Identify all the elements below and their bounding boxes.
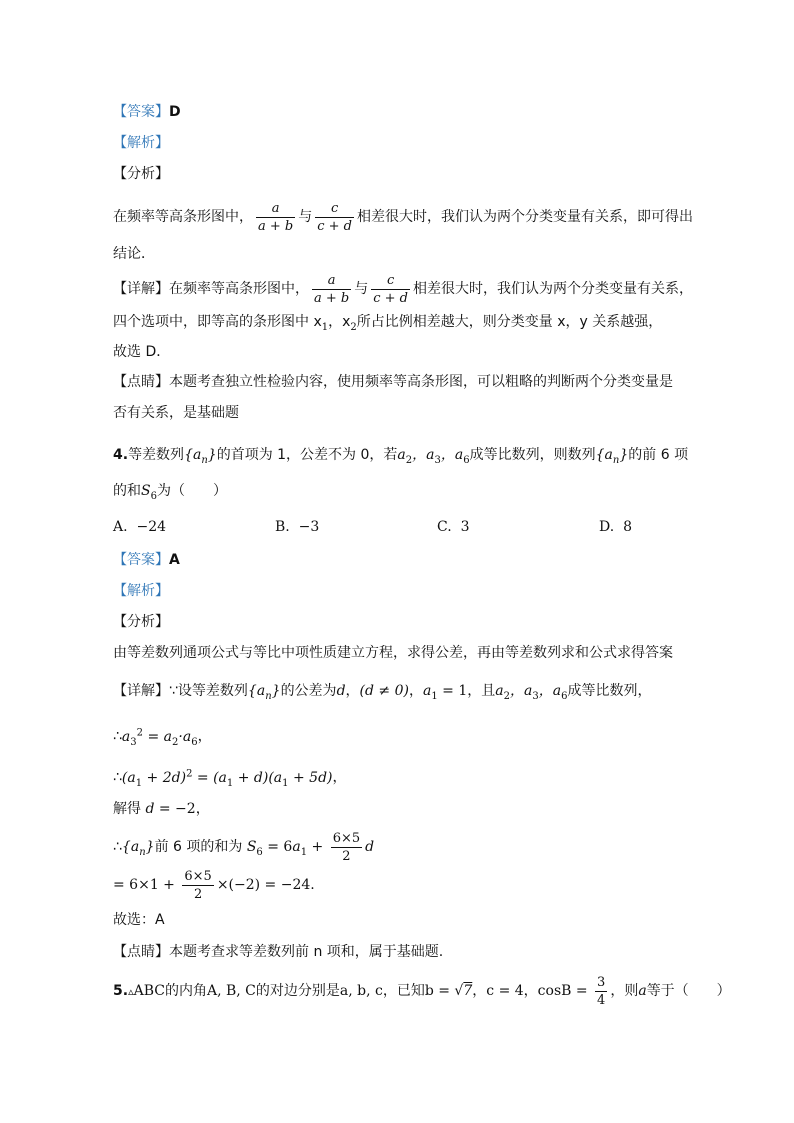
text: 所占比例相差越大，则分类变量 x，y 关系越强， (356, 314, 663, 330)
frac-den: c + d (317, 218, 352, 234)
q4-step1: $\therefore a_3^2 = a_2\cdot a_6$， (113, 727, 212, 748)
q4-step5: = 6×1 + $\frac{6\times 5}{2}$ ×(−2) = −24. (113, 868, 315, 902)
therefore-symbol: ∴ (113, 839, 122, 855)
fraction (331, 830, 362, 865)
equals-sign: = (113, 877, 125, 893)
text: ，且 (467, 683, 496, 699)
option-a (113, 519, 166, 535)
analysis-tag: 【解析】 (113, 583, 169, 599)
q3-fenxi-line1 (113, 198, 693, 236)
q4-fenxi-tag (113, 612, 169, 632)
q3-fenxi-line2 (113, 244, 155, 264)
answer-value: D (169, 104, 181, 120)
option-letter: C. (437, 519, 452, 535)
text: 在频率等高条形图中， (169, 281, 309, 297)
q4-analysis-tag (113, 581, 169, 601)
q3-analysis-tag (113, 133, 169, 153)
text: 结论． (113, 246, 155, 262)
frac-num: 6×5 (332, 830, 361, 846)
text: 相差很大时，我们认为两个分类变量有关系， (413, 281, 693, 297)
frac-num: 6×5 (184, 868, 212, 884)
frac-num: 3 (597, 974, 606, 990)
q4-stem-line1: 4.等差数列$\{a_n\}$的首项为 1，公差不为 0，若$a_2$，$a_3$，$a_6$成等比数列，则数列$\{a_n\}$的前 6 项 (113, 447, 689, 466)
option-letter: B. (275, 519, 290, 535)
option-d (599, 519, 632, 535)
text: 否有关系，是基础题 (113, 405, 239, 421)
text: ∵设等差数列 (169, 683, 248, 699)
frac-num: a (256, 200, 295, 218)
text: 等差数列 (128, 447, 185, 463)
text: 的对边分别是 (255, 983, 340, 999)
frac-den: a + b (258, 218, 294, 234)
text: 解得 (113, 801, 141, 817)
text: 本题考查独立性检验内容，使用频率等高条形图，可以粗略的判断两个分类变量是 (169, 374, 673, 390)
text: 前 6 项的和为 (154, 839, 243, 855)
option-c (437, 519, 470, 535)
therefore-symbol: ∴ (113, 769, 122, 786)
q4-stem-line2: 的和$S_6$为（ ） (113, 483, 227, 502)
text: 本题考查求等差数列前 n 项和，属于基础题. (169, 944, 444, 960)
option-b (275, 519, 319, 535)
text: 成等比数列，则数列 (469, 447, 596, 463)
q3-comment-line2 (113, 403, 239, 423)
text: 为（ ） (156, 483, 227, 499)
text: ，x (328, 314, 351, 330)
text: 的前 6 项 (628, 447, 689, 463)
q3-comment-line1 (113, 372, 673, 392)
text: 成等比数列， (567, 683, 652, 699)
q4-comment-line (113, 942, 443, 962)
option-value: −3 (298, 519, 320, 535)
q3-detail-line2: 四个选项中，即等高的条形图中 $x_1$，$x_2$所占比例相差越大，则分类变量 x，y 关系越强， (113, 314, 663, 333)
fraction (312, 272, 351, 307)
q3-answer-line (113, 102, 181, 122)
frac-num: a (312, 272, 351, 290)
text: 等于（ ） (646, 983, 731, 999)
fenxi-tag: 【分析】 (113, 166, 169, 182)
answer-value: A (169, 552, 180, 568)
detail-tag: 【详解】 (113, 683, 169, 699)
fraction (595, 974, 607, 1009)
fraction (315, 200, 354, 235)
detail-tag: 【详解】 (113, 281, 169, 297)
option-letter: D. (599, 519, 615, 535)
frac-num: c (315, 200, 354, 218)
text: 故选 D． (113, 344, 171, 360)
text: 与 (298, 209, 313, 225)
text: ，则 (610, 983, 639, 999)
option-value: −24 (136, 519, 167, 535)
text: 由等差数列通项公式与等比中项性质建立方程，求得公差，再由等差数列求和公式求得答案 (113, 645, 673, 661)
q3-detail-line1 (113, 270, 693, 308)
text: 的内角 (164, 983, 207, 999)
q4-answer-line (113, 550, 180, 570)
text: 与 (354, 281, 369, 297)
therefore-symbol: ∴ (113, 728, 122, 745)
q4-detail-line1: 【详解】∵设等差数列$\{a_n\}$的公差为d，(d ≠ 0)，$a_1 = 1$，且$a_2$，$a_3$，$a_6$成等比数列， (113, 683, 652, 702)
frac-den: c + d (373, 290, 408, 306)
comment-tag: 【点睛】 (113, 944, 169, 960)
frac-num: c (371, 272, 410, 290)
text: ，已知 (382, 983, 425, 999)
question-number: 4. (113, 447, 129, 463)
q4-step3: 解得 d = −2， (113, 801, 210, 817)
answer-tag: 【答案】 (113, 552, 169, 568)
fraction (256, 200, 295, 235)
q4-fenxi-line (113, 643, 673, 663)
analysis-tag: 【解析】 (113, 135, 169, 151)
text: 四个选项中，即等高的条形图中 x (113, 314, 322, 330)
fraction (371, 272, 410, 307)
option-letter: A. (113, 519, 128, 535)
q3-fenxi-tag (113, 164, 169, 184)
text: 相差很大时，我们认为两个分类变量有关系，即可得出 (357, 209, 693, 225)
q4-step2: $\therefore(a_1 + 2d)^2 = (a_1 + d)(a_1 + 5d)$， (113, 768, 347, 789)
text: 故选：A (113, 912, 165, 928)
option-value: 8 (623, 519, 633, 535)
frac-den: a + b (314, 290, 350, 306)
question-number: 5. (113, 983, 129, 999)
q5-stem: 5.▵ABC的内角A, B, C的对边分别是a, b, c，已知b = √7，c = 4，cosB = $\frac{3}{4}$ ，则a等于（ ） (113, 974, 731, 1008)
answer-tag: 【答案】 (113, 104, 169, 120)
text: 在频率等高条形图中， (113, 209, 253, 225)
frac-den: 2 (342, 848, 351, 864)
q4-step4: $\therefore\{a_n\}$前 6 项的和为 $S_6 = 6a_1$ + $\frac{6\times 5}{2}$ d (113, 830, 375, 864)
text: 的首项为 1，公差不为 0，若 (216, 447, 398, 463)
frac-den: 4 (597, 992, 606, 1008)
q4-choose (113, 910, 165, 930)
q3-detail-line3 (113, 342, 170, 362)
text: 的和 (113, 483, 141, 499)
fraction (182, 868, 213, 903)
frac-den: 2 (193, 886, 203, 902)
text: 的公差为 (280, 683, 337, 699)
option-value: 3 (460, 519, 470, 535)
fenxi-tag: 【分析】 (113, 614, 169, 630)
comment-tag: 【点睛】 (113, 374, 169, 390)
